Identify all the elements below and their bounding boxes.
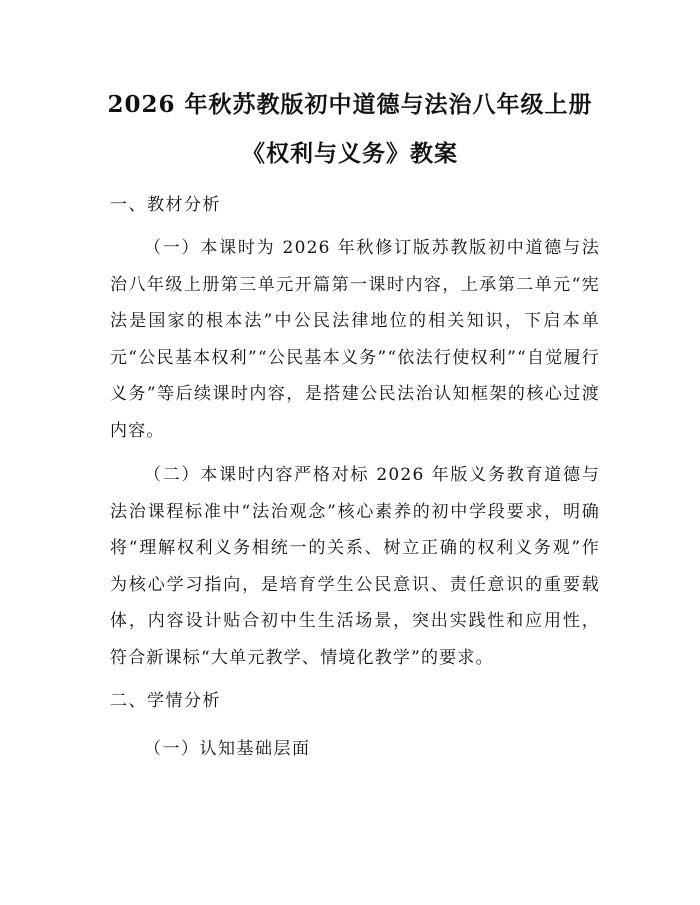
paragraph-textbook-analysis-2: （二）本课时内容严格对标 2026 年版义务教育道德与法治课程标准中“法治观念”核心素养的初中学段要求，明确将“理解权利义务相统一的关系、树立正确的权利义务观”作为核心学习指向，是培育学生公民意识、责任意识的重要载体，内容设计贴合初中生生活场景，突出实践性和应用性，符合新课标“大单元教学、情境化教学”的要求。: [110, 465, 600, 668]
subsection-heading-cognitive-basis: （一）认知基础层面: [144, 739, 311, 759]
document-title-line-1: 2026 年秋苏教版初中道德与法治八年级上册: [107, 91, 593, 118]
section-heading-learner-analysis: 二、学情分析: [110, 691, 221, 711]
section-heading-textbook-analysis: 一、教材分析: [110, 195, 221, 215]
paragraph-textbook-analysis-1: （一）本课时为 2026 年秋修订版苏教版初中道德与法治八年级上册第三单元开篇第一课时内容，上承第二单元“宪法是国家的根本法”中公民法律地位的相关知识，下启本单元“公民基本权利”“公民基本义务”“依法行使权利”“自觉履行义务”等后续课时内容，是搭建公民法治认知框架的核心过渡内容。: [110, 238, 600, 441]
document-title-line-2: 《权利与义务》教案: [242, 140, 458, 167]
